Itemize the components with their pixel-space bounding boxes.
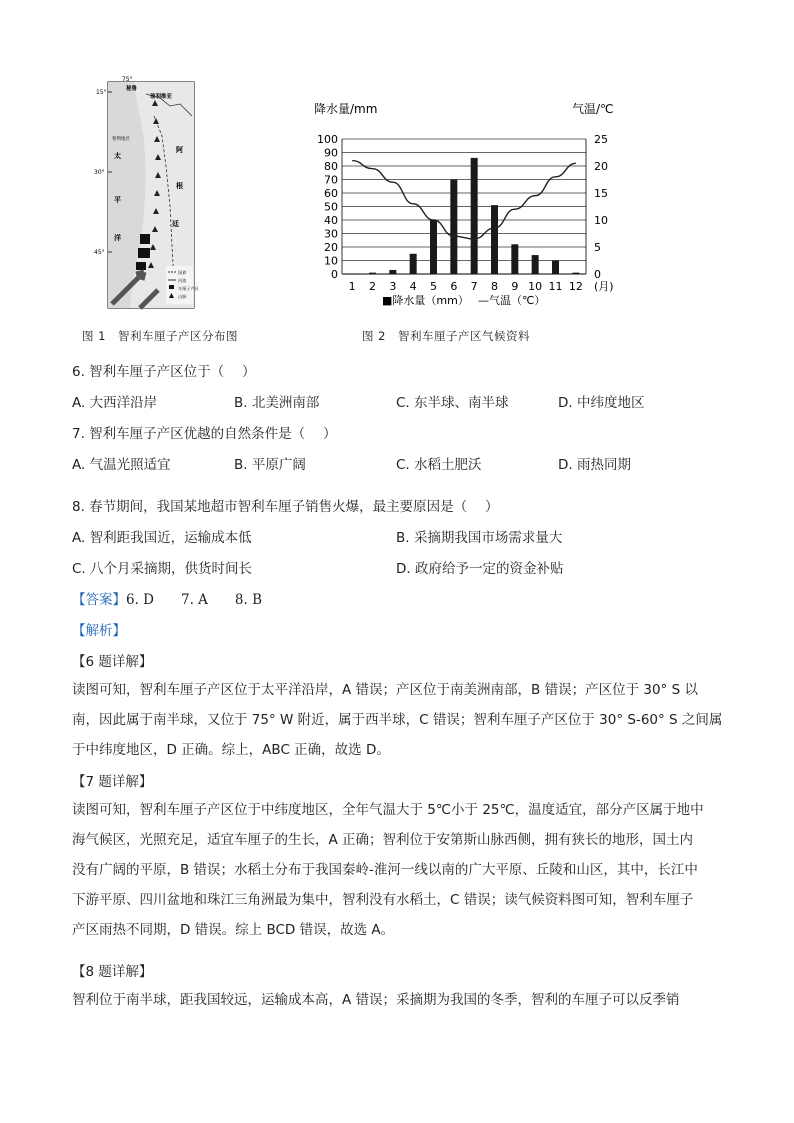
detail-6-title: 【6 题详解】 [72,654,153,670]
x-unit-label: (月) [594,280,614,293]
month-tick-label: 5 [430,280,437,293]
precip-bar [410,254,417,274]
question-8-option-a: A. 智利距我国近，运输成本低 [72,530,252,546]
climate-chart [300,100,630,315]
question-7-option-b: B. 平原广阔 [234,457,306,473]
lat-30-label: 30° [94,169,105,176]
month-tick-label: 8 [491,280,498,293]
precip-bar [552,261,559,275]
precip-bar [471,158,478,274]
chart-title-right: 气温/℃ [572,102,614,116]
question-8-option-b: B. 采摘期我国市场需求量大 [396,530,563,546]
analysis-label: 【解析】 [72,623,126,639]
precip-bar [450,180,457,275]
question-8-option-d: D. 政府给予一定的资金补贴 [396,561,564,577]
temp-tick-label: 15 [594,187,608,200]
detail-7-line: 没有广阔的平原，B 错误；水稻土分布于我国秦岭-淮河一线以南的广大平原、丘陵和山区，其中，长江中 [72,862,698,878]
detail-6-line: 于中纬度地区，D 正确。综上，ABC 正确，故选 D。 [72,742,390,758]
detail-7-line: 海气候区，光照充足，适宜车厘子的生长，A 正确；智利位于安第斯山脉西侧，拥有狭长的地形，国土内 [72,832,694,848]
answer-label: 【答案】 [72,592,126,608]
temp-tick-label: 25 [594,133,608,146]
precip-bar [572,273,579,274]
question-6-option-c: C. 东半球、南半球 [396,395,509,411]
legend-precip: ■降水量（mm） [382,294,469,307]
map-label-bolivia: 玻利维亚 [150,94,173,100]
map-label-ping: 平 [114,196,121,204]
lat-45-label: 45° [94,249,105,256]
month-tick-label: 2 [369,280,376,293]
precip-bar [389,270,396,274]
legend-mountain: 山脉 [178,294,187,299]
month-tick-label: 11 [548,280,563,293]
precip-tick-label: 80 [324,160,338,173]
temp-tick-label: 10 [594,214,608,227]
map-label-a: 阿 [176,146,183,154]
month-tick-label: 1 [348,280,356,293]
detail-7-title: 【7 题详解】 [72,774,153,790]
precip-tick-label: 60 [324,187,338,200]
question-6-option-b: B. 北美洲南部 [234,395,320,411]
detail-7-text [72,795,724,945]
precip-tick-label: 100 [317,133,338,146]
legend-temp: —气温（℃） [478,294,546,307]
figure-2-caption: 图 2 智利车厘子产区气候资料 [362,329,530,343]
precip-tick-label: 20 [324,241,338,254]
figure-1-caption: 图 1 智利车厘子产区分布图 [82,329,238,343]
month-tick-label: 4 [409,280,417,293]
detail-6-text [72,675,724,765]
cherry-region-map [94,76,199,310]
map-label-region: 智利地区 [112,137,130,142]
question-7-option-c: C. 水稻土肥沃 [396,457,482,473]
question-8-stem: 8. 春节期间，我国某地超市智利车厘子销售火爆，最主要原因是（ ） [72,499,499,515]
chart-title-left: 降水量/mm [314,102,378,116]
question-8-option-c: C. 八个月采摘期，供货时间长 [72,561,253,577]
temp-tick-label: 0 [594,268,601,281]
precip-tick-label: 50 [324,200,338,214]
detail-7-line: 读图可知，智利车厘子产区位于中纬度地区，全年气温大于 5℃小于 25℃，温度适宜，部分产区属于地中 [72,802,704,818]
question-7-option-d: D. 雨热同期 [558,457,631,473]
answer-text: 6. D 7. A 8. B [126,592,263,608]
month-tick-label: 12 [568,280,583,293]
month-tick-label: 9 [511,280,519,293]
lat-75-label: 75° [122,76,133,83]
precip-tick-label: 30 [324,227,338,241]
temp-tick-label: 20 [594,160,608,173]
month-tick-label: 6 [450,280,458,293]
question-7-stem: 7. 智利车厘子产区优越的自然条件是（ ） [72,426,337,442]
detail-8-title: 【8 题详解】 [72,964,153,980]
legend-river: 河流 [178,278,187,283]
legend-cherry: 车厘子产区 [178,286,199,291]
question-6-option-d: D. 中纬度地区 [558,395,645,411]
precip-bar [349,274,356,275]
precip-bar [430,220,437,274]
precip-bar [511,244,518,274]
answer-line [72,588,262,608]
legend-border: 国界 [178,270,187,275]
question-6-stem: 6. 智利车厘子产区位于（ ） [72,364,256,380]
temperature-line [352,161,576,239]
map-label-gen: 根 [176,182,183,190]
precip-bar [532,255,539,274]
question-6-option-a: A. 大西洋沿岸 [72,395,158,411]
precip-tick-label: 70 [324,173,338,187]
precip-tick-label: 40 [324,214,338,227]
detail-8-text [72,985,724,1015]
detail-7-line: 下游平原、四川盆地和珠江三角洲最为集中，智利没有水稻土，C 错误；读气候资料图可知，智利车厘子 [72,892,694,908]
month-tick-label: 3 [389,280,397,293]
question-7-option-a: A. 气温光照适宜 [72,457,171,473]
map-label-tai: 太 [114,152,121,160]
map-label-yang: 洋 [114,234,121,242]
detail-6-line: 读图可知，智利车厘子产区位于太平洋沿岸，A 错误；产区位于南美洲南部，B 错误；产区位于 30° S 以 [72,682,698,698]
precip-tick-label: 10 [324,254,338,268]
precip-tick-label: 90 [324,146,338,160]
lat-15-label: 15° [96,89,107,96]
detail-8-line: 智利位于南半球，距我国较远，运输成本高，A 错误；采摘期为我国的冬季，智利的车厘子可以反季销 [72,992,680,1008]
month-tick-label: 7 [470,280,478,293]
temp-tick-label: 5 [594,241,601,254]
precip-bar [491,205,498,274]
detail-7-line: 产区雨热不同期，D 错误。综上 BCD 错误，故选 A。 [72,922,395,938]
map-label-ting: 廷 [172,220,179,228]
month-tick-label: 10 [528,280,543,293]
precip-tick-label: 0 [331,268,338,281]
map-label-peru: 秘鲁 [126,86,138,92]
detail-6-line: 南，因此属于南半球，又位于 75° W 附近，属于西半球，C 错误；智利车厘子产区位于 30° S-60° S 之间属 [72,712,723,728]
precip-bar [369,273,376,274]
